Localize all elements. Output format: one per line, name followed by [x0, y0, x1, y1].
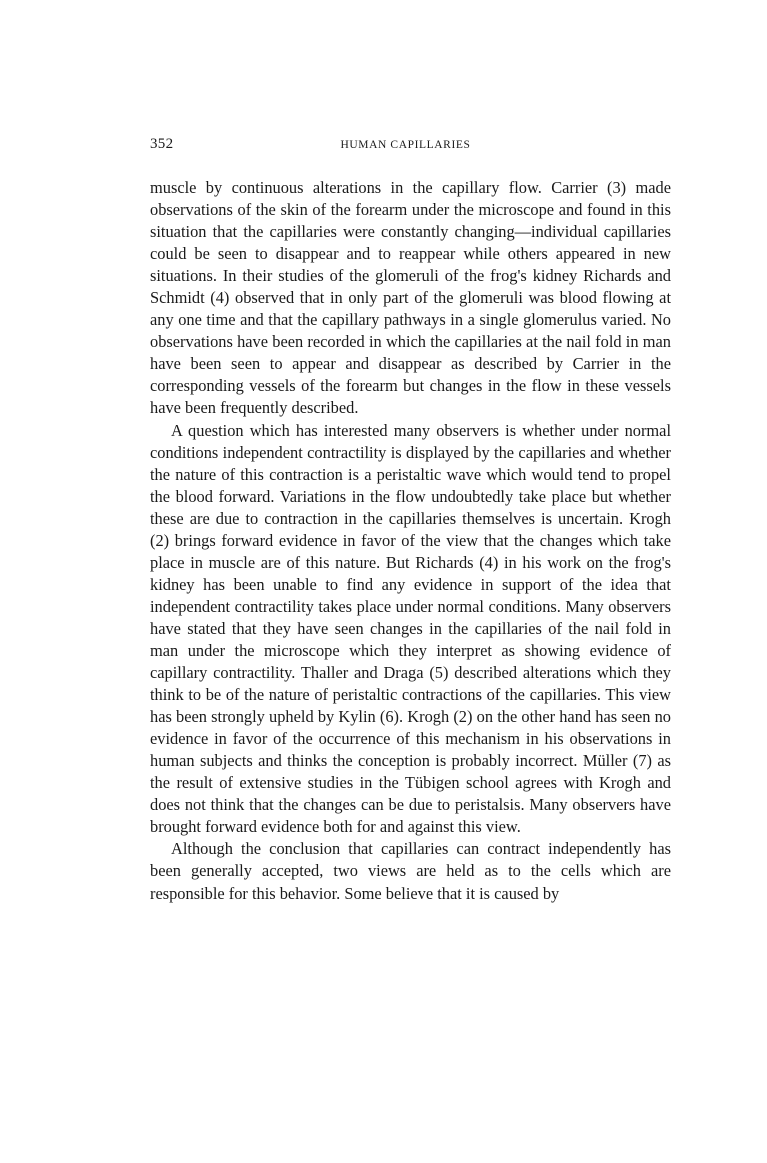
paragraph-contractility-question: A question which has interested many observers is whether under normal conditions independent contractility is displayed by the capillaries and whether the nature of this contraction is a peristaltic wave which would tend to propel the blood forward. Variations in the flow undoubtedly take place but whether these are due to contraction in the capillaries themselves is uncertain. Krogh (2) brings forward evidence in favor of the view that the changes which take place in muscle are of this nature. But Richards (4) in his work on the frog's kidney has been unable to find any evidence in support of the idea that independent contractility takes place under normal conditions. Many observers have stated that they have seen changes in the capillaries of the nail fold in man under the microscope which they interpret as showing evidence of capillary contractility. Thaller and Draga (5) described alterations which they think to be of the nature of peristaltic contractions of the capillaries. This view has been strongly upheld by Kylin (6). Krogh (2) on the other hand has seen no evidence in favor of the occurrence of this mechanism in his observations in human subjects and thinks the conception is probably incorrect. Müller (7) as the result of extensive studies in the Tübigen school agrees with Krogh and does not think that the changes can be due to peristalsis. Many observers have brought forward evidence both for and against this view. [150, 420, 671, 837]
body-text [150, 177, 671, 905]
paragraph-continued: muscle by continuous alterations in the capillary flow. Carrier (3) made observations of the skin of the forearm under the microscope and found in this situation that the capillaries were constantly changing—individual capillaries could be seen to disappear and to reappear while others appeared in new situations. In their studies of the glomeruli of the frog's kidney Richards and Schmidt (4) observed that in only part of the glomeruli was blood flowing at any one time and that the capillary pathways in a single glomerulus varied. No observations have been recorded in which the capillaries at the nail fold in man have been seen to appear and disappear as described by Carrier in the corresponding vessels of the forearm but changes in the flow in these vessels have been frequently described. [150, 178, 671, 418]
page-number: 352 [150, 136, 174, 152]
running-head-title: HUMAN CAPILLARIES [340, 139, 471, 151]
paragraph-contraction-cells: Although the conclusion that capillaries can contract independently has been generally accepted, two views are held as to the cells which are responsible for this behavior. Some believe that it is caused by [150, 839, 671, 903]
